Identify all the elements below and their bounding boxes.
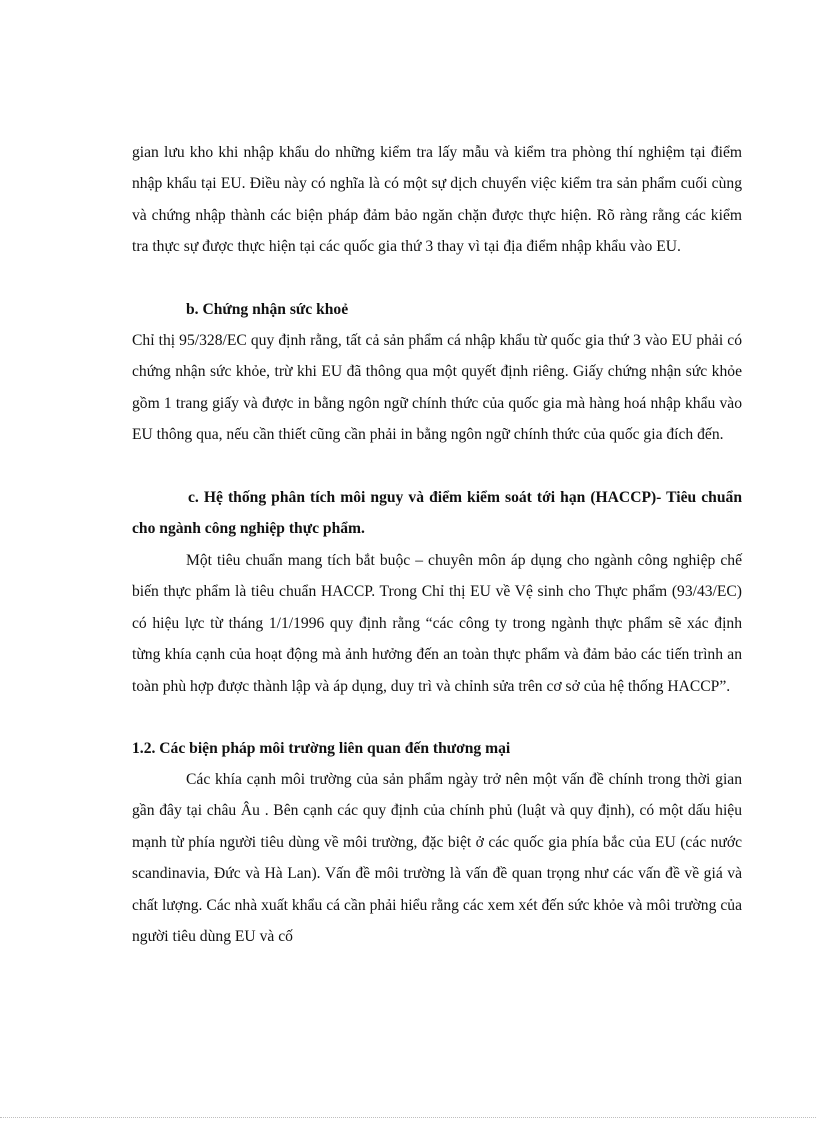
- paragraph-environmental: Các khía cạnh môi trường của sản phẩm ngày trở nên một vấn đề chính trong thời gian gần đây tại châu Âu . Bên cạnh các quy định của chính phủ (luật và quy định), có một dấu hiệu mạnh từ phía người tiêu dùng về môi trường, đặc biệt ở các quốc gia phía bắc của EU (các nước scandinavia, Đức và Hà Lan). Vấn đề môi trường là vấn đề quan trọng như các vấn đề về giá và chất lượng. Các nhà xuất khẩu cá cần phải hiểu rằng các xem xét đến sức khỏe và môi trường của người tiêu dùng EU và cố: [132, 771, 742, 946]
- heading-haccp: c. Hệ thống phân tích môi nguy và điểm kiểm soát tới hạn (HACCP)- Tiêu chuẩn cho ngành công nghiệp thực phẩm.: [132, 489, 742, 538]
- heading-health-certificate: b. Chứng nhận sức khoẻ: [186, 301, 349, 318]
- page-bottom-divider: [0, 1117, 816, 1118]
- paragraph-health-certificate: Chỉ thị 95/328/EC quy định rằng, tất cả sản phẩm cá nhập khẩu từ quốc gia thứ 3 vào EU phải có chứng nhận sức khỏe, trừ khi EU đã thông qua một quyết định riêng. Giấy chứng nhận sức khỏe gồm 1 trang giấy và được in bằng ngôn ngữ chính thức của quốc gia mà hàng hoá nhập khẩu vào EU thông qua, nếu cần thiết cũng cần phải in bằng ngôn ngữ chính thức của quốc gia đích đến.: [132, 332, 742, 444]
- paragraph-import-inspection: gian lưu kho khi nhập khẩu do những kiểm tra lấy mẫu và kiểm tra phòng thí nghiệm tại điểm nhập khẩu tại EU. Điều này có nghĩa là có một sự dịch chuyển việc kiểm tra sản phẩm cuối cùng và chứng nhập thành các biện pháp đảm bảo ngăn chặn được thực hiện. Rõ ràng rằng các kiểm tra thực sự được thực hiện tại các quốc gia thứ 3 thay vì tại địa điểm nhập khẩu vào EU.: [132, 144, 742, 256]
- heading-environmental-measures: 1.2. Các biện pháp môi trường liên quan đến thương mại: [132, 740, 511, 757]
- paragraph-haccp: Một tiêu chuẩn mang tích bắt buộc – chuyên môn áp dụng cho ngành công nghiệp chế biến thực phẩm là tiêu chuẩn HACCP. Trong Chỉ thị EU về Vệ sinh cho Thực phẩm (93/43/EC) có hiệu lực từ tháng 1/1/1996 quy định rằng “các công ty trong ngành thực phẩm sẽ xác định từng khía cạnh của hoạt động mà ảnh hưởng đến an toàn thực phẩm và đảm bảo các tiến trình an toàn phù hợp được thành lập và áp dụng, duy trì và chỉnh sửa trên cơ sở của hệ thống HACCP”.: [132, 552, 742, 695]
